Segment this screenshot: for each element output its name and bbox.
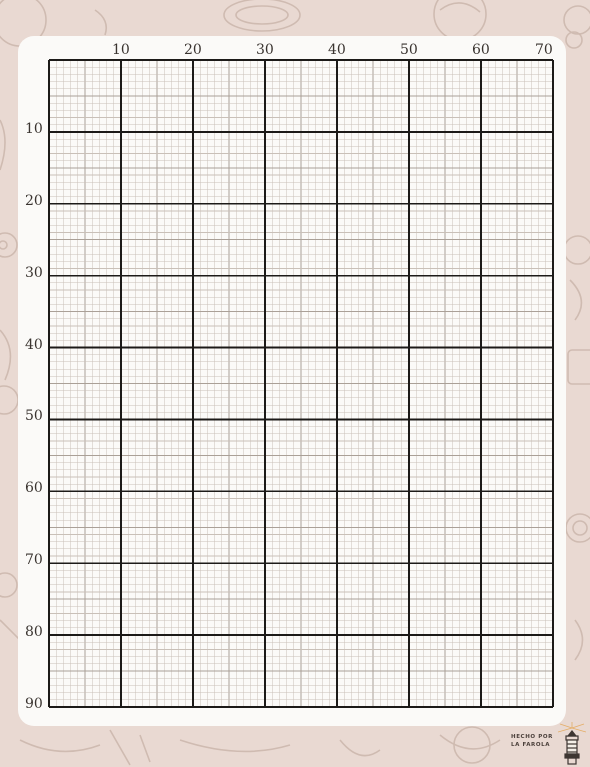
y-axis-label: 30 xyxy=(25,264,43,281)
x-axis-label: 50 xyxy=(400,42,418,58)
x-axis-label: 70 xyxy=(535,42,553,58)
lantern-icon xyxy=(558,722,586,767)
y-axis-label: 50 xyxy=(25,408,43,425)
y-axis-label: 80 xyxy=(25,624,43,641)
y-axis-label: 10 xyxy=(25,120,43,137)
y-axis-label: 40 xyxy=(25,336,43,353)
x-axis-label: 10 xyxy=(112,42,130,58)
y-axis-label: 20 xyxy=(25,192,43,209)
x-axis-label: 20 xyxy=(184,42,202,58)
x-axis-label: 60 xyxy=(472,42,490,58)
cross-stitch-grid xyxy=(18,36,566,726)
graph-paper-card xyxy=(18,36,566,726)
y-axis-label: 60 xyxy=(25,480,43,497)
x-axis-label: 40 xyxy=(328,42,346,58)
y-axis-label: 90 xyxy=(25,696,43,712)
x-axis-label: 30 xyxy=(256,42,274,58)
brand-line-2: LA FAROLA xyxy=(511,742,551,748)
brand-line-1: HECHO POR xyxy=(511,734,553,740)
y-axis-label: 70 xyxy=(25,552,43,569)
brand-mark xyxy=(500,712,590,767)
